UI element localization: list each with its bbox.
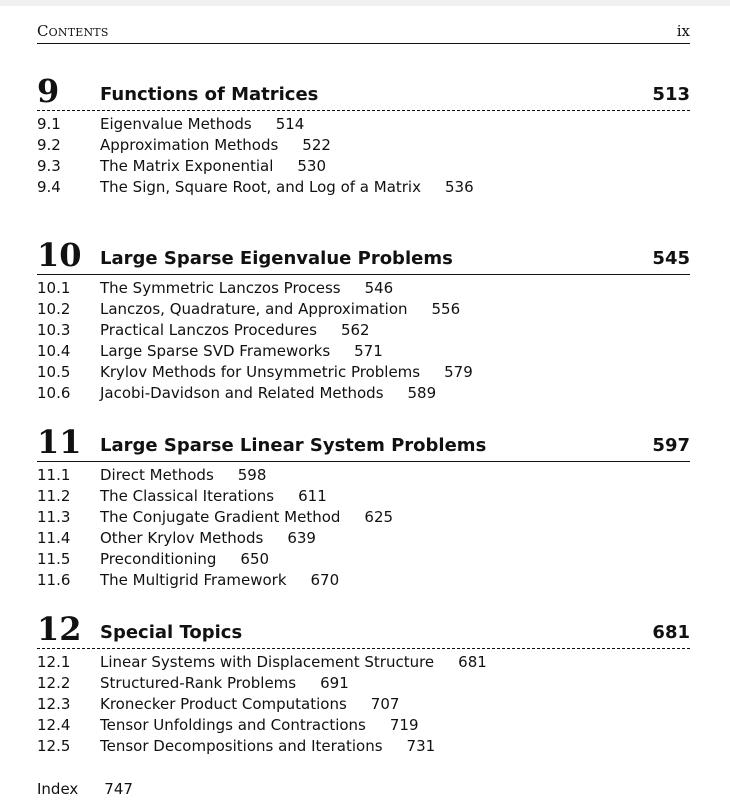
section-entry[interactable] [37,341,690,362]
chapter-11 [37,425,690,591]
chapter-page: 513 [652,84,690,105]
section-title-text: Lanczos, Quadrature, and Approximation [100,300,408,318]
chapter-heading [37,74,690,108]
section-list [37,465,690,591]
section-entry[interactable] [37,528,690,549]
section-entry[interactable] [37,383,690,404]
section-entry[interactable] [37,156,690,177]
section-page: 707 [370,695,400,713]
section-title [100,320,370,341]
chapter-number: 11 [37,423,82,461]
section-page: 691 [320,674,349,692]
section-title-text: The Classical Iterations [100,487,275,505]
section-title [100,652,487,673]
section-number: 11.3 [37,508,71,526]
section-number: 12.3 [37,695,71,713]
section-page: 562 [340,321,370,339]
section-number: 11.1 [37,466,71,484]
chapter-title[interactable]: Functions of Matrices [100,84,319,105]
section-number: 9.2 [37,136,61,154]
section-title-text: Tensor Unfoldings and Contractions [100,716,366,734]
section-page: 639 [287,529,316,547]
section-title [100,715,419,736]
section-page: 719 [389,716,419,734]
section-title [100,673,349,694]
section-title-text: Krylov Methods for Unsymmetric Problems [100,363,421,381]
chapter-heading [37,612,690,646]
section-title [100,528,316,549]
section-entry[interactable] [37,465,690,486]
chapter-page: 597 [652,435,690,456]
section-page: 536 [444,178,474,196]
section-entry[interactable] [37,507,690,528]
section-page: 546 [364,279,394,297]
index-page: 747 [104,780,133,798]
chapter-12 [37,612,690,757]
section-title [100,156,326,177]
section-entry[interactable] [37,570,690,591]
section-title-text: The Multigrid Framework [100,571,287,589]
section-title-text: Eigenvalue Methods [100,115,252,133]
section-number: 11.2 [37,487,71,505]
chapter-10 [37,238,690,404]
section-title [100,486,327,507]
section-title-text: Approximation Methods [100,136,279,154]
section-title-text: Preconditioning [100,550,217,568]
section-page: 731 [406,737,436,755]
section-title-text: Large Sparse SVD Frameworks [100,342,331,360]
section-title-text: Jacobi-Davidson and Related Methods [100,384,384,402]
section-page: 681 [458,653,487,671]
running-header-title: Contents [37,22,109,40]
chapter-title[interactable]: Special Topics [100,622,243,643]
chapter-number: 9 [37,72,60,110]
section-entry[interactable] [37,486,690,507]
section-number: 10.2 [37,300,71,318]
section-number: 12.5 [37,737,71,755]
section-number: 10.1 [37,279,71,297]
section-number: 9.3 [37,157,61,175]
section-entry[interactable] [37,694,690,715]
section-title [100,383,436,404]
chapter-rule [37,274,690,275]
section-number: 9.4 [37,178,61,196]
section-title-text: The Matrix Exponential [100,157,274,175]
section-number: 10.5 [37,363,71,381]
index-entry[interactable] [37,779,133,800]
section-title [100,362,473,383]
section-entry[interactable] [37,652,690,673]
section-title [100,299,460,320]
chapter-rule [37,648,690,649]
section-title [100,278,393,299]
chapter-rule [37,110,690,111]
section-list [37,652,690,757]
section-page: 589 [407,384,437,402]
section-list [37,278,690,404]
section-entry[interactable] [37,320,690,341]
section-entry[interactable] [37,715,690,736]
section-number: 10.6 [37,384,71,402]
section-entry[interactable] [37,114,690,135]
chapter-9 [37,74,690,198]
section-title-text: Direct Methods [100,466,214,484]
section-entry[interactable] [37,736,690,757]
chapter-heading [37,238,690,272]
section-title [100,341,383,362]
chapter-number: 10 [37,236,82,274]
top-edge-strip [0,0,730,6]
section-title [100,549,269,570]
index-label: Index [37,780,79,798]
section-title [100,114,304,135]
section-title [100,177,474,198]
section-number: 10.4 [37,342,71,360]
section-number: 12.1 [37,653,71,671]
section-title-text: Practical Lanczos Procedures [100,321,317,339]
chapter-heading [37,425,690,459]
section-number: 12.2 [37,674,71,692]
chapter-title[interactable]: Large Sparse Linear System Problems [100,435,487,456]
chapter-title[interactable]: Large Sparse Eigenvalue Problems [100,248,453,269]
section-page: 571 [354,342,383,360]
section-entry[interactable] [37,299,690,320]
section-title [100,570,339,591]
section-number: 11.5 [37,550,71,568]
section-entry[interactable] [37,549,690,570]
section-title [100,135,331,156]
chapter-rule [37,461,690,462]
section-page: 579 [444,363,473,381]
section-number: 11.4 [37,529,71,547]
section-page: 514 [275,115,305,133]
section-list [37,114,690,198]
section-page: 670 [310,571,340,589]
section-title [100,507,393,528]
section-number: 10.3 [37,321,71,339]
section-title-text: The Conjugate Gradient Method [100,508,341,526]
section-title-text: Kronecker Product Computations [100,695,347,713]
section-title-text: Structured-Rank Problems [100,674,297,692]
section-entry[interactable] [37,362,690,383]
section-page: 530 [297,157,327,175]
running-header [37,22,690,42]
section-page: 556 [431,300,461,318]
header-rule [37,43,690,44]
section-title-text: Linear Systems with Displacement Structure [100,653,435,671]
section-entry[interactable] [37,135,690,156]
section-title [100,694,399,715]
section-page: 598 [237,466,267,484]
section-title-text: Other Krylov Methods [100,529,264,547]
section-page: 625 [364,508,394,526]
section-title [100,736,435,757]
section-title-text: Tensor Decompositions and Iterations [100,737,383,755]
section-number: 11.6 [37,571,71,589]
section-entry[interactable] [37,278,690,299]
section-number: 12.4 [37,716,71,734]
chapter-page: 681 [652,622,690,643]
section-title [100,465,266,486]
section-number: 9.1 [37,115,61,133]
section-title-text: The Sign, Square Root, and Log of a Matrix [100,178,421,196]
section-page: 650 [240,550,270,568]
section-page: 611 [298,487,327,505]
section-entry[interactable] [37,177,690,198]
running-header-page-number: ix [676,22,690,40]
chapter-page: 545 [652,248,690,269]
chapter-number: 12 [37,610,82,648]
section-page: 522 [302,136,331,154]
section-title-text: The Symmetric Lanczos Process [100,279,341,297]
section-entry[interactable] [37,673,690,694]
